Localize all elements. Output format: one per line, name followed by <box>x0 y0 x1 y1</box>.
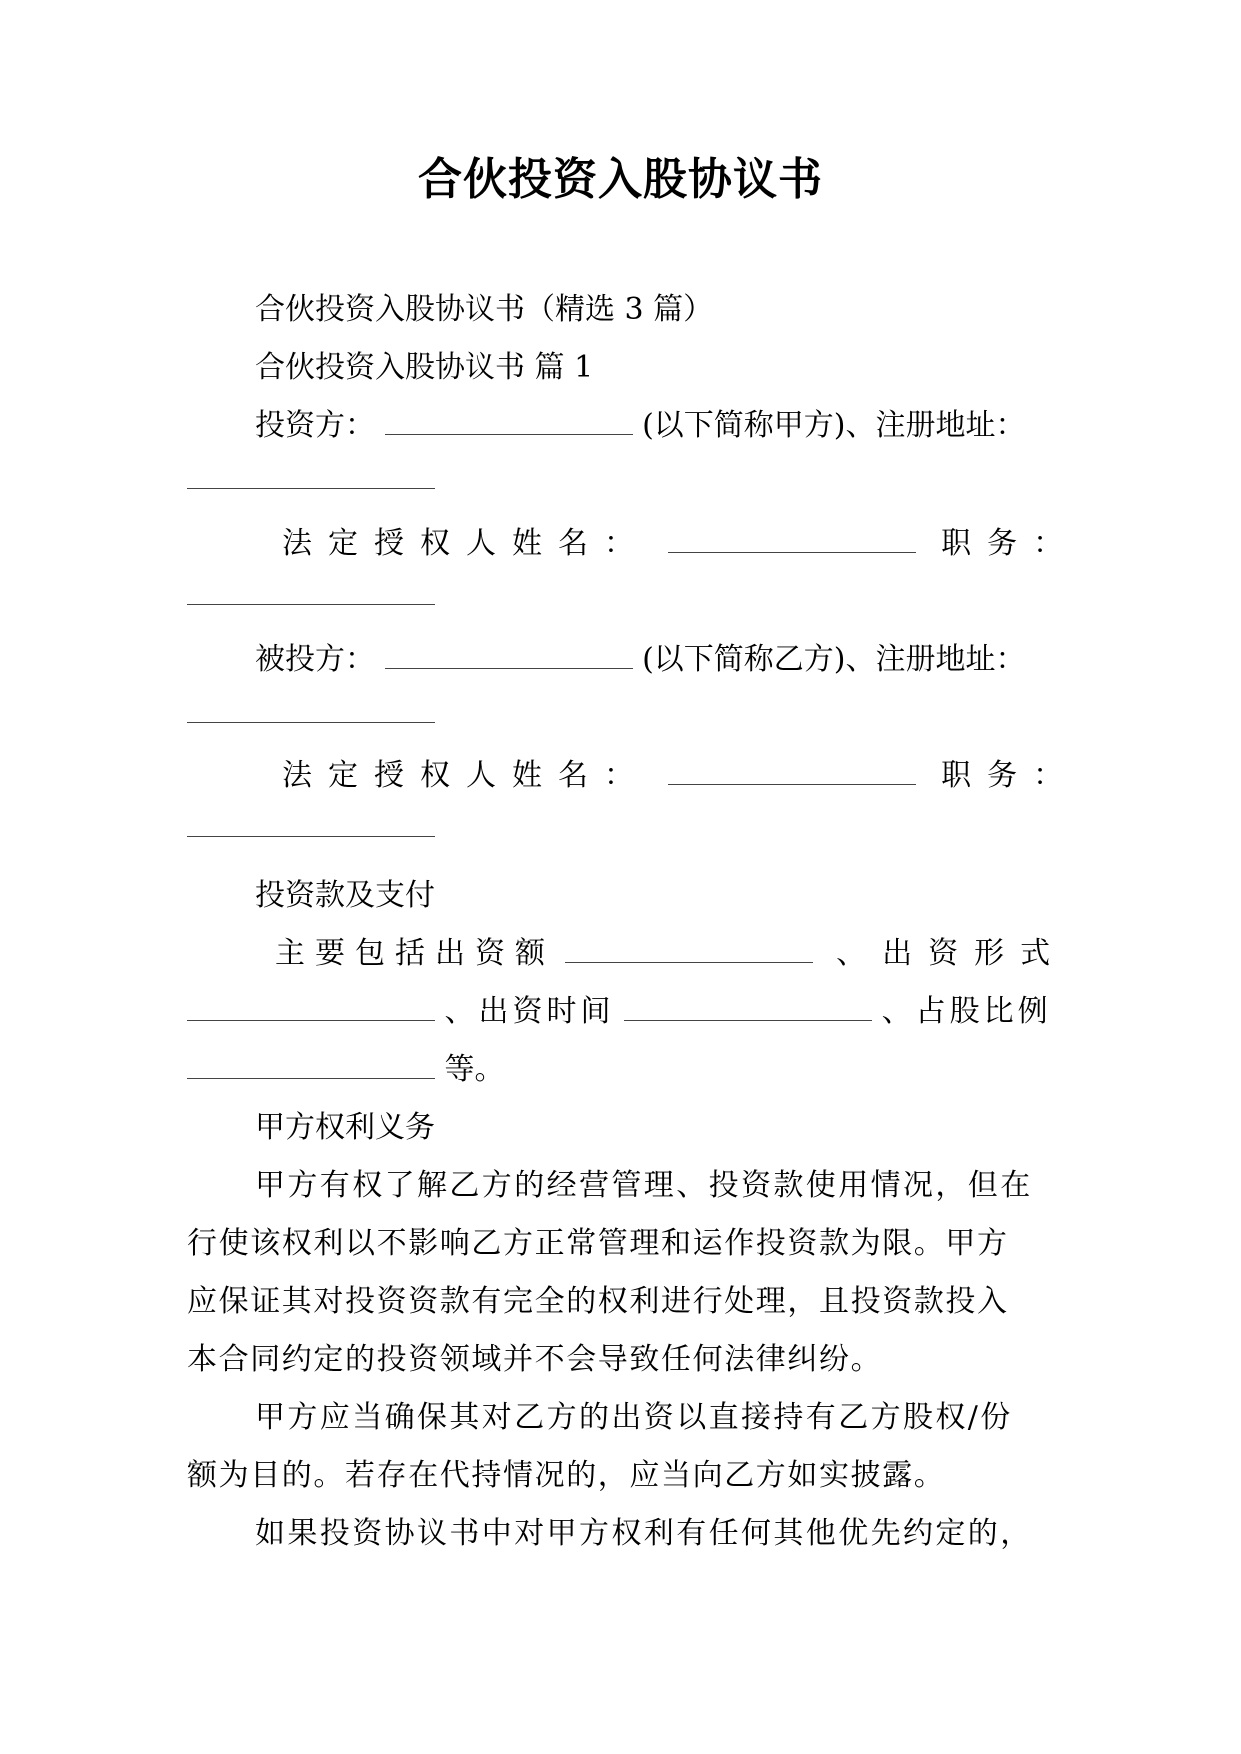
investee-rep-line <box>282 756 1079 796</box>
payment-time-blank[interactable] <box>624 992 872 1021</box>
payment-amount-blank[interactable] <box>565 934 813 963</box>
heading-rights: 甲方权利义务 <box>255 1110 435 1145</box>
subtitle: 合伙投资入股协议书（精选 3 篇） <box>255 292 714 327</box>
paragraph-3-line-1: 如果投资协议书中对甲方权利有任何其他优先约定的， <box>255 1516 1033 1551</box>
investor-address-line <box>187 460 435 500</box>
payment-line-2 <box>187 992 1052 1032</box>
investee-name-blank[interactable] <box>385 640 633 669</box>
payment-form-label: 、出资形式 <box>836 936 1067 971</box>
investee-tail: (以下简称乙方)、注册地址： <box>642 642 1026 677</box>
rep-label-2: 法定授权人姓名： <box>282 758 650 793</box>
payment-line-3 <box>187 1050 505 1090</box>
payment-end: 等。 <box>444 1052 505 1087</box>
investee-line <box>255 640 1026 680</box>
investor-rep-line <box>282 524 1079 564</box>
payment-share-blank[interactable] <box>187 1050 435 1079</box>
investee-position-blank[interactable] <box>187 808 435 837</box>
investor-label: 投资方： <box>255 408 375 443</box>
paragraph-1-line-2: 行使该权利以不影响乙方正常管理和运作投资款为限。甲方 <box>187 1226 1009 1261</box>
investee-rep-blank[interactable] <box>668 756 916 785</box>
investor-position-line <box>187 576 435 616</box>
investee-position-line <box>187 808 435 848</box>
investor-rep-blank[interactable] <box>668 524 916 553</box>
payment-form-blank[interactable] <box>187 992 435 1021</box>
investor-tail: (以下简称甲方)、注册地址： <box>642 408 1026 443</box>
investor-address-blank[interactable] <box>187 460 435 489</box>
rep-label: 法定授权人姓名： <box>282 526 650 561</box>
document-title: 合伙投资入股协议书 <box>418 154 823 205</box>
payment-line-1 <box>275 934 1066 974</box>
payment-share-label: 、占股比例 <box>881 994 1052 1029</box>
paragraph-1-line-4: 本合同约定的投资领域并不会导致任何法律纠纷。 <box>187 1342 883 1377</box>
investor-position-blank[interactable] <box>187 576 435 605</box>
paragraph-2-line-2: 额为目的。若存在代持情况的，应当向乙方如实披露。 <box>187 1458 946 1493</box>
position-label-2: 职务： <box>941 758 1080 793</box>
position-label: 职务： <box>941 526 1080 561</box>
payment-time-label: 、出资时间 <box>444 994 615 1029</box>
investee-label: 被投方： <box>255 642 375 677</box>
payment-amount-label: 主要包括出资额 <box>275 936 555 971</box>
investor-line <box>255 406 1026 446</box>
paragraph-2-line-1: 甲方应当确保其对乙方的出资以直接持有乙方股权/份 <box>255 1400 1013 1435</box>
investor-name-blank[interactable] <box>385 406 633 435</box>
investee-address-line <box>187 694 435 734</box>
paragraph-1-line-1: 甲方有权了解乙方的经营管理、投资款使用情况，但在 <box>255 1168 1033 1203</box>
investee-address-blank[interactable] <box>187 694 435 723</box>
heading-payment: 投资款及支付 <box>255 878 435 913</box>
section-heading: 合伙投资入股协议书 篇 1 <box>255 350 594 385</box>
paragraph-1-line-3: 应保证其对投资资款有完全的权利进行处理，且投资款投入 <box>187 1284 1009 1319</box>
